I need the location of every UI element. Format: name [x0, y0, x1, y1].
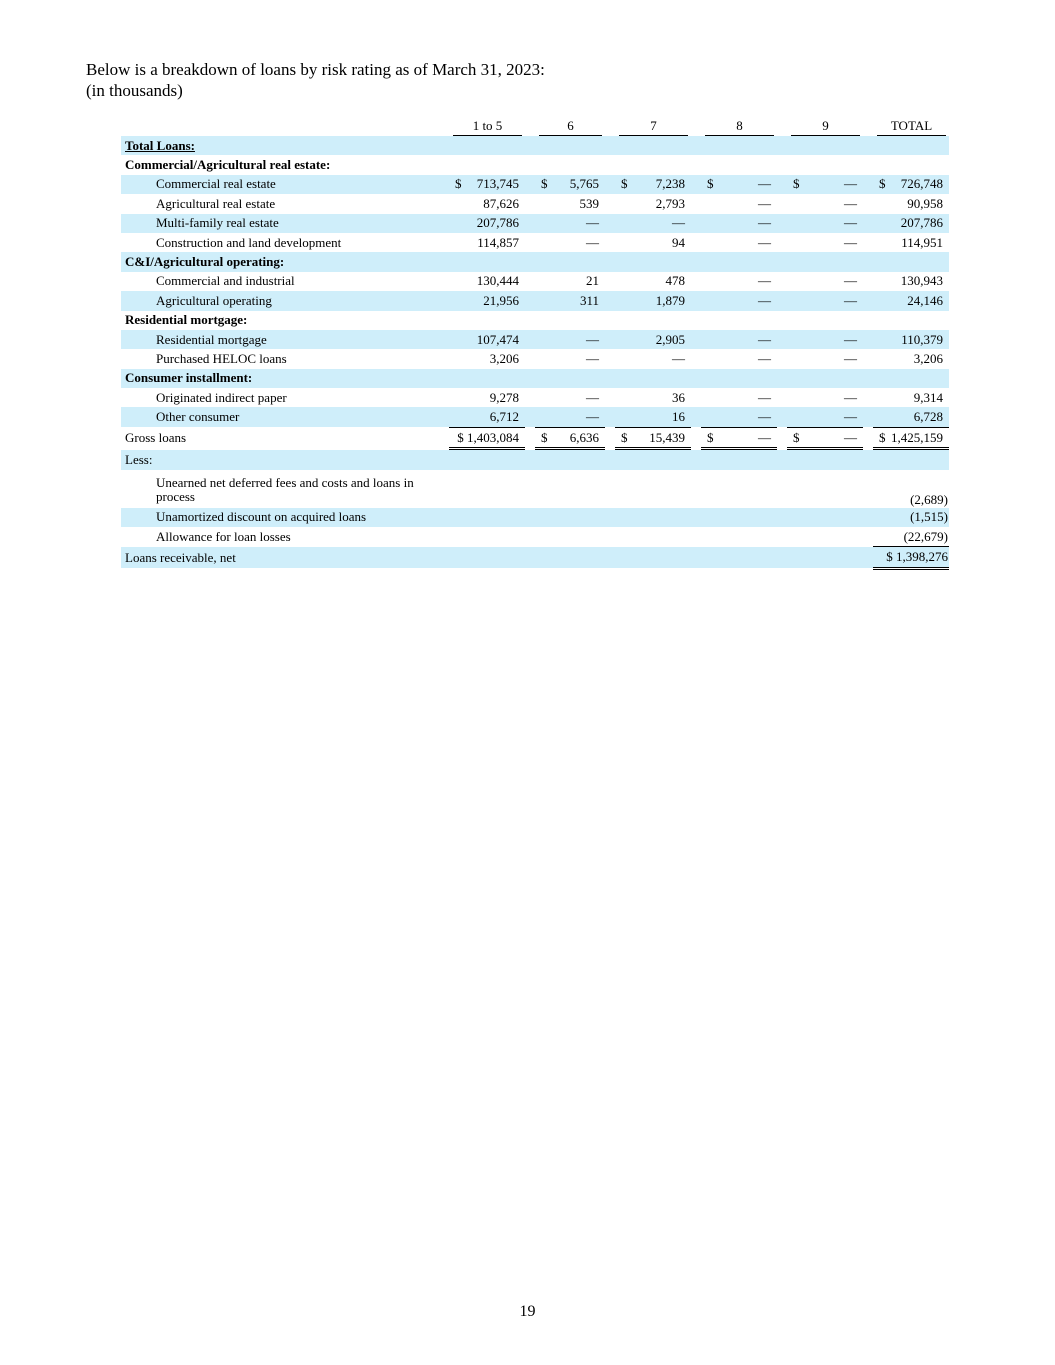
header-row — [121, 117, 949, 136]
cell-value: — — [758, 234, 771, 250]
table-row — [121, 272, 949, 291]
cell-value: 36 — [672, 389, 685, 405]
cell-value: 478 — [665, 273, 685, 289]
cell-value: 3,206 — [489, 350, 519, 366]
cell-value: — — [631, 214, 691, 233]
cell-value: 94 — [672, 234, 685, 250]
currency-sign: $ — [787, 175, 803, 194]
cell-value: 6,728 — [889, 407, 949, 427]
cell-value: 311 — [551, 291, 605, 310]
cell-value: 6,712 — [465, 407, 525, 427]
section-label-total-loans: Total Loans: — [121, 136, 949, 155]
cell-value: — — [672, 350, 685, 366]
cell-value: — — [586, 389, 599, 405]
row-label: Agricultural real estate — [156, 195, 276, 211]
table-row — [121, 330, 949, 349]
currency-sign: $ — [535, 427, 551, 448]
cell-value: 87,626 — [483, 195, 519, 211]
row-label: Multi-family real estate — [121, 214, 439, 233]
section-row — [121, 449, 949, 470]
gross-loans-row — [121, 427, 949, 448]
cell-value: 130,444 — [476, 273, 519, 289]
cell-value: — — [844, 350, 857, 366]
cell-value: $ 1,398,276 — [873, 547, 949, 568]
currency-sign: $ — [449, 175, 465, 194]
intro-line: Below is a breakdown of loans by risk rating as of March 31, 2023: — [86, 60, 545, 79]
row-label: Residential mortgage — [121, 330, 439, 349]
table-row — [121, 527, 949, 547]
cell-value: 726,748 — [889, 175, 949, 194]
cell-value: $ 1,403,084 — [449, 427, 525, 448]
cell-value: — — [803, 330, 863, 349]
section-label-residential: Residential mortgage: — [125, 312, 248, 328]
section-row — [121, 155, 949, 174]
page-number: 19 — [519, 1303, 536, 1320]
cell-value: 2,793 — [655, 195, 685, 211]
cell-value: — — [803, 407, 863, 427]
cell-value: — — [551, 214, 605, 233]
intro-text — [86, 59, 545, 101]
cell-value: — — [586, 350, 599, 366]
col-header-6: 6 — [535, 117, 605, 136]
cell-value: — — [844, 273, 857, 289]
row-label: Originated indirect paper — [156, 389, 287, 405]
cell-value: 110,379 — [889, 330, 949, 349]
currency-sign: $ — [873, 427, 889, 448]
currency-sign: $ — [615, 427, 631, 448]
cell-value: — — [758, 389, 771, 405]
row-label: Unamortized discount on acquired loans — [121, 508, 439, 527]
table-row — [121, 508, 949, 527]
table-row — [121, 175, 949, 194]
row-label: Gross loans — [125, 430, 187, 446]
cell-value: 114,951 — [901, 234, 944, 250]
col-header-1-5: 1 to 5 — [449, 117, 525, 136]
cell-value: (2,689) — [910, 491, 949, 507]
cell-value: — — [803, 175, 863, 194]
col-header-total: TOTAL — [873, 117, 949, 136]
cell-value: 2,905 — [631, 330, 691, 349]
col-header-7: 7 — [615, 117, 691, 136]
section-label-consumer: Consumer installment: — [121, 369, 949, 388]
cell-value: 21,956 — [465, 291, 525, 310]
section-row — [121, 136, 949, 155]
cell-value: — — [803, 214, 863, 233]
cell-value: — — [758, 195, 771, 211]
table-row — [121, 194, 949, 213]
loans-receivable-row — [121, 547, 949, 568]
cell-value: — — [717, 175, 777, 194]
cell-value: 5,765 — [551, 175, 605, 194]
cell-value: 1,425,159 — [889, 427, 949, 448]
currency-sign: $ — [615, 175, 631, 194]
cell-value: — — [717, 291, 777, 310]
cell-value: 7,238 — [631, 175, 691, 194]
cell-value: — — [758, 350, 771, 366]
cell-value: 207,786 — [465, 214, 525, 233]
section-row — [121, 369, 949, 388]
cell-value: 130,943 — [900, 273, 944, 289]
row-label: Agricultural operating — [121, 291, 439, 310]
cell-value: 15,439 — [631, 427, 691, 448]
cell-value: 16 — [631, 407, 691, 427]
cell-value: 90,958 — [907, 195, 944, 211]
cell-value: — — [758, 273, 771, 289]
cell-value: (22,679) — [903, 528, 949, 544]
cell-value: 114,857 — [477, 234, 519, 250]
cell-value: — — [844, 195, 857, 211]
cell-value: 539 — [579, 195, 599, 211]
cell-value: — — [803, 291, 863, 310]
cell-value: 21 — [586, 273, 599, 289]
row-label: Construction and land development — [156, 234, 342, 250]
row-label: Commercial real estate — [121, 175, 439, 194]
intro-units: (in thousands) — [86, 81, 183, 100]
table-row — [121, 407, 949, 427]
row-label: Other consumer — [121, 407, 439, 427]
row-label: Purchased HELOC loans — [156, 350, 287, 366]
col-header-9: 9 — [787, 117, 863, 136]
table-row — [121, 214, 949, 233]
table-row — [121, 388, 949, 407]
cell-value: — — [717, 407, 777, 427]
row-label: Allowance for loan losses — [156, 528, 291, 544]
cell-value: 6,636 — [551, 427, 605, 448]
cell-value: — — [717, 330, 777, 349]
risk-rating-table — [121, 117, 949, 570]
row-label: Loans receivable, net — [121, 547, 439, 568]
cell-value: 9,314 — [913, 389, 944, 405]
section-row — [121, 252, 949, 271]
col-header-8: 8 — [701, 117, 777, 136]
table-row — [121, 470, 949, 508]
table-row — [121, 291, 949, 310]
cell-value: 9,278 — [489, 389, 519, 405]
cell-value: (1,515) — [889, 508, 949, 527]
section-label-ci: C&I/Agricultural operating: — [121, 252, 949, 271]
cell-value: — — [717, 214, 777, 233]
section-row — [121, 311, 949, 330]
table-row — [121, 349, 949, 368]
currency-sign: $ — [787, 427, 803, 448]
cell-value: — — [586, 234, 599, 250]
row-label: Unearned net deferred fees and costs and loans in process — [156, 474, 414, 504]
cell-value: — — [803, 427, 863, 448]
cell-value: — — [717, 427, 777, 448]
row-label: Commercial and industrial — [156, 273, 295, 289]
section-label-less: Less: — [121, 449, 949, 470]
currency-sign: $ — [701, 427, 717, 448]
currency-sign: $ — [535, 175, 551, 194]
cell-value: 3,206 — [913, 350, 944, 366]
cell-value: — — [551, 407, 605, 427]
currency-sign: $ — [873, 175, 889, 194]
cell-value: 24,146 — [889, 291, 949, 310]
section-label-cre: Commercial/Agricultural real estate: — [125, 157, 331, 173]
cell-value: 1,879 — [631, 291, 691, 310]
cell-value: — — [844, 389, 857, 405]
table-row — [121, 233, 949, 252]
cell-value: 107,474 — [465, 330, 525, 349]
cell-value: — — [551, 330, 605, 349]
currency-sign: $ — [701, 175, 717, 194]
cell-value: — — [844, 234, 857, 250]
cell-value: 713,745 — [465, 175, 525, 194]
cell-value: 207,786 — [889, 214, 949, 233]
